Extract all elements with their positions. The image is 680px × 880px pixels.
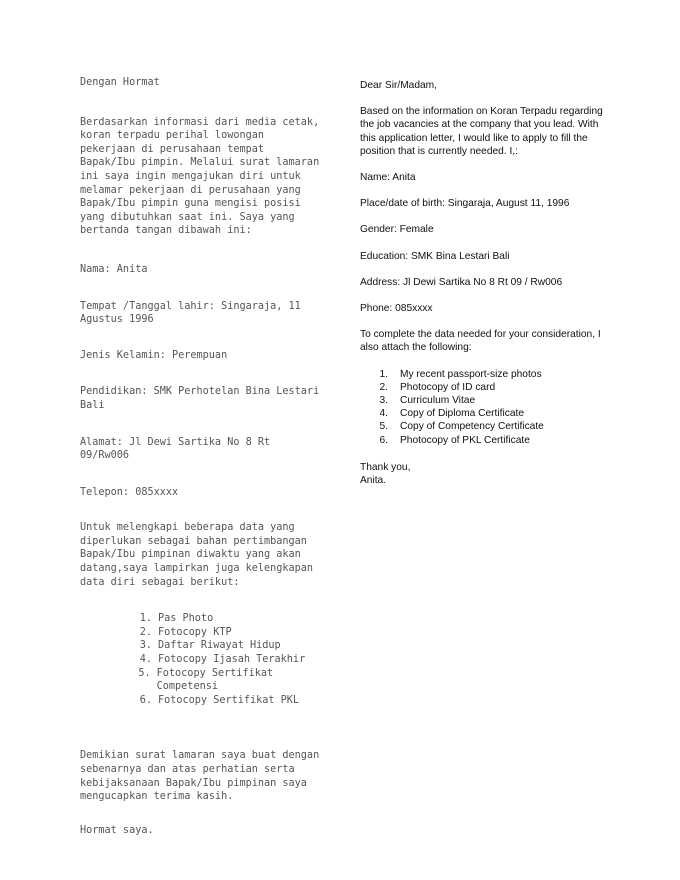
education-line: Pendidikan: SMK Perhotelan Bina Lestari Bali [80, 386, 320, 411]
list-item [136, 612, 325, 626]
list-item [376, 368, 610, 381]
list-item-text: Pas Photo [158, 613, 214, 625]
birth-line: Tempat /Tanggal lahir: Singaraja, 11 Agustus 1996 [80, 300, 301, 326]
list-item-number: 5. [379, 421, 388, 433]
list-item [376, 407, 610, 420]
list-item-text: Copy of Competency Certificate [400, 421, 544, 433]
attachments-list [136, 612, 325, 707]
gender-line: Jenis Kelamin: Perempuan [80, 349, 228, 361]
list-item-text: My recent passport-size photos [400, 368, 542, 380]
english-letter [360, 79, 610, 487]
list-item-number: 1. [379, 368, 388, 380]
list-item-number: 5. [138, 667, 151, 679]
name-line: Name: Anita [360, 172, 416, 184]
list-item-text: Photocopy of PKL Certificate [400, 434, 530, 446]
list-item-text: Curriculum Vitae [400, 395, 476, 407]
greeting: Dengan Hormat [80, 77, 160, 88]
address-line: Alamat: Jl Dewi Sartika No 8 Rt 09/Rw006 [80, 436, 271, 462]
list-item-number: 4. [139, 654, 152, 666]
name-line: Nama: Anita [80, 263, 148, 275]
list-item-number: 4. [379, 408, 388, 420]
list-item [136, 694, 325, 708]
intro-paragraph: Based on the information on Koran Terpadu regarding the job vacancies at the company that you lead. With this application letter, I would like to apply to fill the position that is currently needed. I,: [360, 106, 603, 157]
gender-line: Gender: Female [360, 224, 434, 236]
attachments-intro: Untuk melengkapi beberapa data yang diperlukan sebagai bahan pertimbangan Bapak/Ibu pimpinan diwaktu yang akan datang,saya lampirkan juga kelengkapan data diri sebagai berikut: [80, 522, 314, 588]
list-item-number: 2. [379, 381, 388, 393]
list-item-text: Fotocopy KTP [158, 626, 232, 638]
list-item [376, 420, 610, 433]
closing-paragraph: Demikian surat lamaran saya buat dengan sebenarnya dan atas perhatian serta kebijaksanaan Bapak/Ibu pimpinan saya mengucapkan terima kasih. [80, 750, 320, 803]
indonesian-letter [80, 76, 325, 837]
phone-line: Phone: 085xxxx [360, 303, 433, 315]
phone-line: Telepon: 085xxxx [80, 486, 179, 498]
list-item-text: Fotocopy Ijasah Terakhir [158, 654, 306, 666]
list-item-text: Photocopy of ID card [400, 381, 496, 393]
attachments-list [376, 368, 610, 447]
signature: Anita. [360, 475, 387, 487]
list-item-text: Daftar Riwayat Hidup [158, 640, 281, 652]
list-item [136, 667, 325, 694]
attachments-intro: To complete the data needed for your consideration, I also attach the following: [360, 329, 601, 354]
list-item-text: Copy of Diploma Certificate [400, 408, 524, 420]
address-line: Address: Jl Dewi Sartika No 8 Rt 09 / Rw006 [360, 276, 563, 288]
list-item-number: 1. [139, 613, 152, 625]
education-line: Education: SMK Bina Lestari Bali [360, 250, 510, 262]
list-item [376, 381, 610, 394]
list-item-text: Fotocopy Sertifikat Competensi [156, 667, 274, 693]
birth-line: Place/date of birth: Singaraja, August 11, 1996 [360, 198, 570, 210]
list-item [376, 394, 610, 407]
intro-paragraph: Berdasarkan informasi dari media cetak, koran terpadu perihal lowongan pekerjaan di perusahaan tempat Bapak/Ibu pimpin. Melalui surat lamaran ini saya ingin mengajukan diri untuk melamar pekerjaan di perusahaan yang Bapak/Ibu pimpin guna mengisi posisi yang dibutuhkan saat ini. Saya yang bertanda tangan dibawah ini: [80, 116, 320, 237]
thanks-line: Thank you, [360, 461, 411, 473]
list-item [136, 626, 325, 640]
list-item-number: 2. [139, 626, 152, 638]
list-item-number: 3. [139, 640, 152, 652]
list-item-text: Fotocopy Sertifikat PKL [158, 694, 300, 706]
list-item-number: 6. [379, 434, 388, 446]
list-item [376, 434, 610, 447]
list-item-number: 6. [139, 694, 152, 706]
list-item [136, 639, 325, 653]
list-item [136, 653, 325, 667]
list-item-number: 3. [379, 395, 388, 407]
greeting: Dear Sir/Madam, [360, 80, 437, 91]
signoff: Hormat saya. [80, 824, 154, 836]
